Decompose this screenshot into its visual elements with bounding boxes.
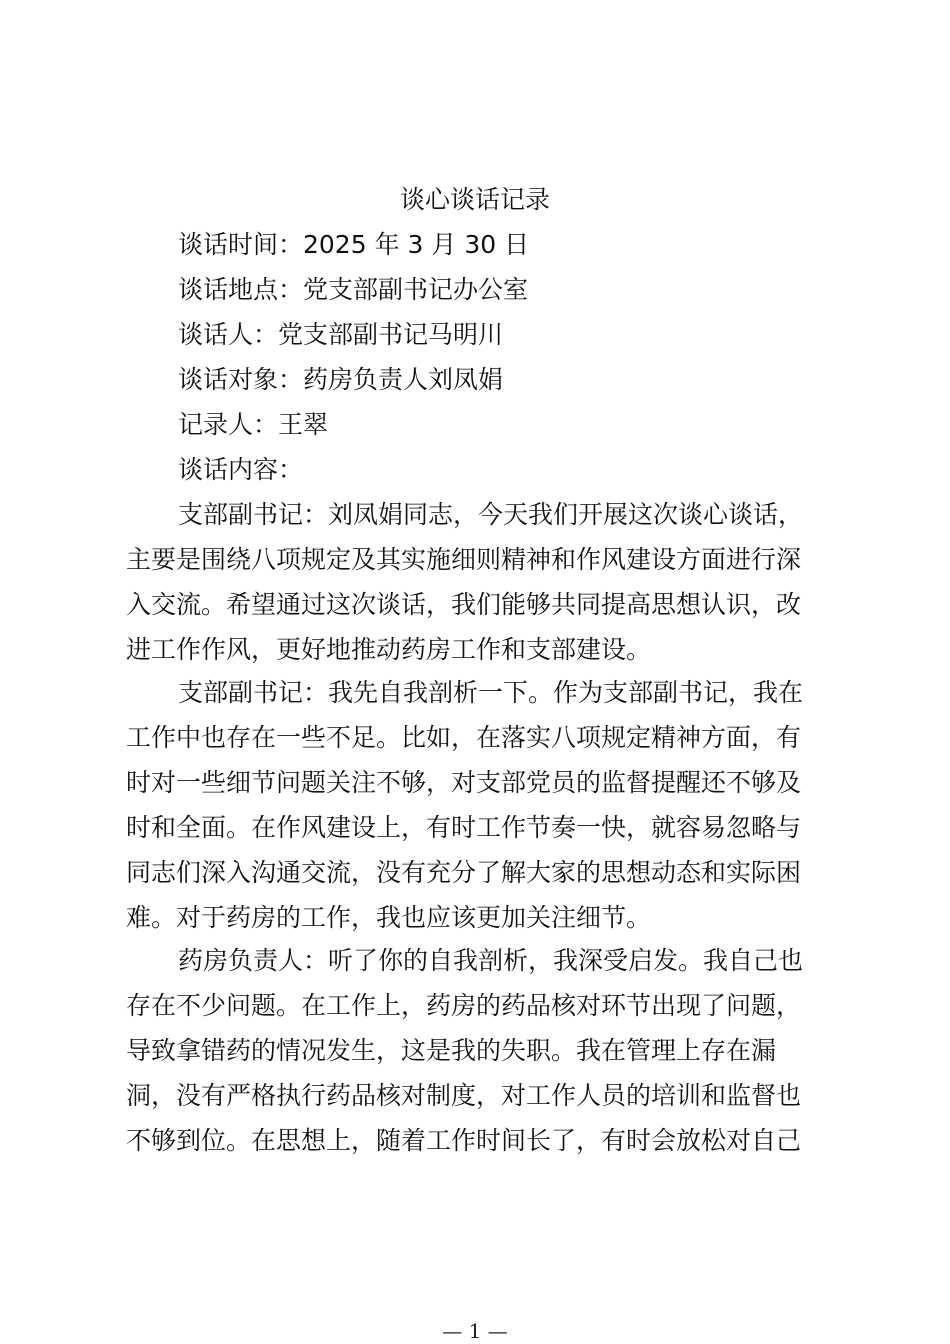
meta-content-label: 谈话内容： <box>178 455 304 484</box>
paragraph-1-line-4: 进工作作风，更好地推动药房工作和支部建设。 <box>126 635 652 664</box>
paragraph-1-line-3: 入交流。希望通过这次谈话，我们能够共同提高思想认识，改 <box>126 590 802 619</box>
paragraph-2-line-4: 时和全面。在作风建设上，有时工作节奏一快，就容易忽略与 <box>126 813 802 842</box>
paragraph-1-line-1: 支部副书记：刘凤娟同志，今天我们开展这次谈心谈话， <box>178 500 804 529</box>
paragraph-2-line-1: 支部副书记：我先自我剖析一下。作为支部副书记，我在 <box>178 678 804 707</box>
paragraph-2-line-5: 同志们深入沟通交流，没有充分了解大家的思想动态和实际困 <box>126 858 802 887</box>
paragraph-3-line-2: 存在不少问题。在工作上，药房的药品核对环节出现了问题， <box>126 991 802 1020</box>
document-title: 谈心谈话记录 <box>399 185 550 214</box>
paragraph-3-line-1: 药房负责人：听了你的自我剖析，我深受启发。我自己也 <box>178 946 804 975</box>
meta-speaker: 谈话人：党支部副书记马明川 <box>178 320 504 349</box>
paragraph-2-line-3: 时对一些细节问题关注不够，对支部党员的监督提醒还不够及 <box>126 768 802 797</box>
paragraph-2-line-2: 工作中也存在一些不足。比如，在落实八项规定精神方面，有 <box>126 723 802 752</box>
meta-time: 谈话时间：2025 年 3 月 30 日 <box>178 230 530 259</box>
meta-recorder: 记录人：王翠 <box>178 410 329 439</box>
paragraph-1-line-2: 主要是围绕八项规定及其实施细则精神和作风建设方面进行深 <box>126 545 802 574</box>
meta-subject: 谈话对象：药房负责人刘凤娟 <box>178 365 504 394</box>
page-number: — 1 — <box>442 1319 508 1343</box>
paragraph-2-line-6: 难。对于药房的工作，我也应该更加关注细节。 <box>126 903 652 932</box>
paragraph-3-line-5: 不够到位。在思想上，随着工作时间长了，有时会放松对自己 <box>126 1126 802 1155</box>
paragraph-3-line-4: 洞，没有严格执行药品核对制度，对工作人员的培训和监督也 <box>126 1081 802 1110</box>
paragraph-3-line-3: 导致拿错药的情况发生，这是我的失职。我在管理上存在漏 <box>126 1036 777 1065</box>
meta-place: 谈话地点：党支部副书记办公室 <box>178 275 529 304</box>
